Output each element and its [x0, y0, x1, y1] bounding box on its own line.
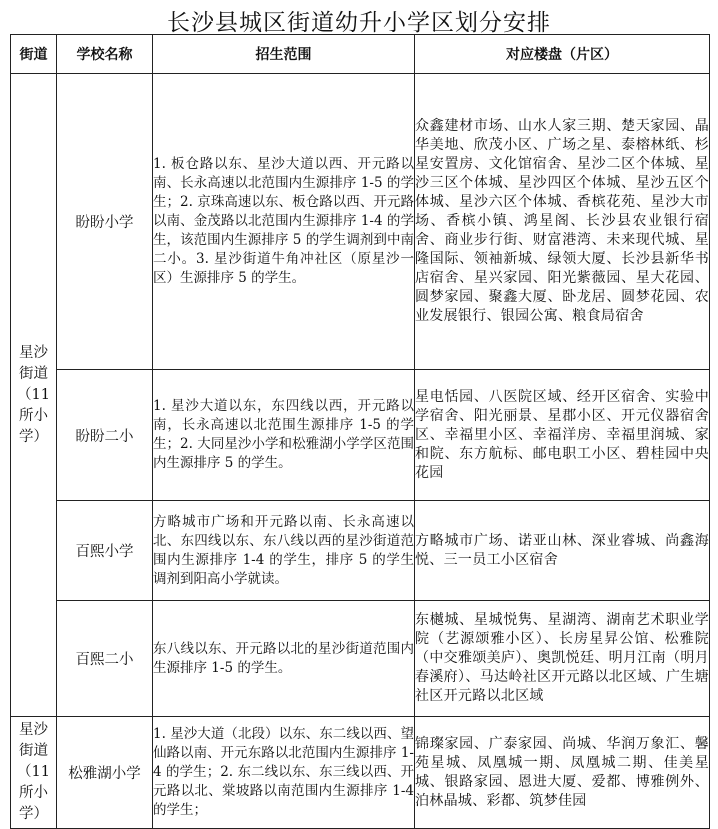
header-range: 招生范围 [153, 35, 415, 74]
header-school: 学校名称 [57, 35, 153, 74]
enrollment-range: 1. 板仓路以东、星沙大道以西、开元路以南、长永高速以北范围内生源排序 1-5 的学生；2. 京珠高速以东、板仓路以西、开元路以南、金茂路以北范围内生源排序 1-4 的学生，该范围内生源排序 5 的学生调剂到中南二小。3. 星沙街道牛角冲社区（原星沙一区）生源排序 5 的学生。 [153, 74, 415, 370]
housing-area: 众鑫建材市场、山水人家三期、楚天家园、晶华美地、欣茂小区、广场之星、泰榕林纸、杉星安置房、文化馆宿舍、星沙二区个体城、星沙三区个体城、星沙四区个体城、星沙五区个体城、星沙六区个体城、香槟花苑、星沙大市场、香槟小镇、鸿星阁、长沙县农业银行宿舍、商业步行街、财富港湾、未来现代城、星隆国际、领袖新城、绿领大厦、长沙县新华书店宿舍、星兴家园、阳光紫薇园、星大花园、圆梦家园、聚鑫大厦、卧龙居、圆梦花园、农业发展银行、银园公寓、粮食局宿舍 [415, 74, 710, 370]
enrollment-range: 东八线以东、开元路以北的星沙街道范围内生源排序 1-5 的学生。 [153, 601, 415, 717]
school-name: 松雅湖小学 [57, 717, 153, 829]
housing-area: 方略城市广场、诺亚山林、深业睿城、尚鑫海悦、三一员工小区宿舍 [415, 501, 710, 601]
school-name: 百熙小学 [57, 501, 153, 601]
enrollment-range: 1. 星沙大道（北段）以东、东二线以西、望仙路以南、开元东路以北范围内生源排序 1-4 的学生；2. 东二线以东、东三线以西、开元路以北、棠坡路以南范围内生源排序 1-4 的学生； [153, 717, 415, 829]
school-district-table [10, 34, 710, 829]
header-street: 街道 [11, 35, 57, 74]
enrollment-range: 方略城市广场和开元路以南、长永高速以北、东四线以东、东八线以西的星沙街道范围内生源排序 1-4 的学生，排序 5 的学生调剂到阳高小学就读。 [153, 501, 415, 601]
table-row [11, 601, 710, 717]
table-row [11, 74, 710, 370]
page-title: 长沙县城区街道幼升小学区划分安排 [167, 10, 551, 36]
housing-area: 锦璨家园、广泰家园、尚城、华润万象汇、馨苑星城、凤凰城一期、凤凰城二期、佳美星城、银路家园、恩进大厦、爱都、博雅例外、泊林晶城、彩都、筑梦佳园 [415, 717, 710, 829]
street-cell: 星沙 街道 （11 所小 学） [11, 717, 57, 829]
school-name: 盼盼二小 [57, 370, 153, 501]
table-row [11, 717, 710, 829]
table-header-row [11, 35, 710, 74]
school-name: 盼盼小学 [57, 74, 153, 370]
housing-area: 星电恬园、八医院区域、经开区宿舍、实验中学宿舍、阳光丽景、星郡小区、开元仪器宿舍区、幸福里小区、幸福洋房、幸福里润城、家和院、东方航标、邮电职工小区、碧桂园中央花园 [415, 370, 710, 501]
enrollment-range: 1. 星沙大道以东，东四线以西，开元路以南，长永高速以北范围生源排序 1-5 的学生；2. 大同星沙小学和松雅湖小学学区范围内生源排序 5 的学生。 [153, 370, 415, 501]
header-area: 对应楼盘（片区） [415, 35, 710, 74]
table-row [11, 501, 710, 601]
housing-area: 东樾城、星城悦隽、星湖湾、湖南艺术职业学院（艺源颂雅小区）、长房星昇公馆、松雅院（中交雅颂美庐）、奥凯悦廷、明月江南（明月春溪府）、马达岭社区开元路以北区域、广生塘社区开元路以北区域 [415, 601, 710, 717]
table-row [11, 370, 710, 501]
school-name: 百熙二小 [57, 601, 153, 717]
street-cell: 星沙 街道 （11 所小 学） [11, 74, 57, 717]
